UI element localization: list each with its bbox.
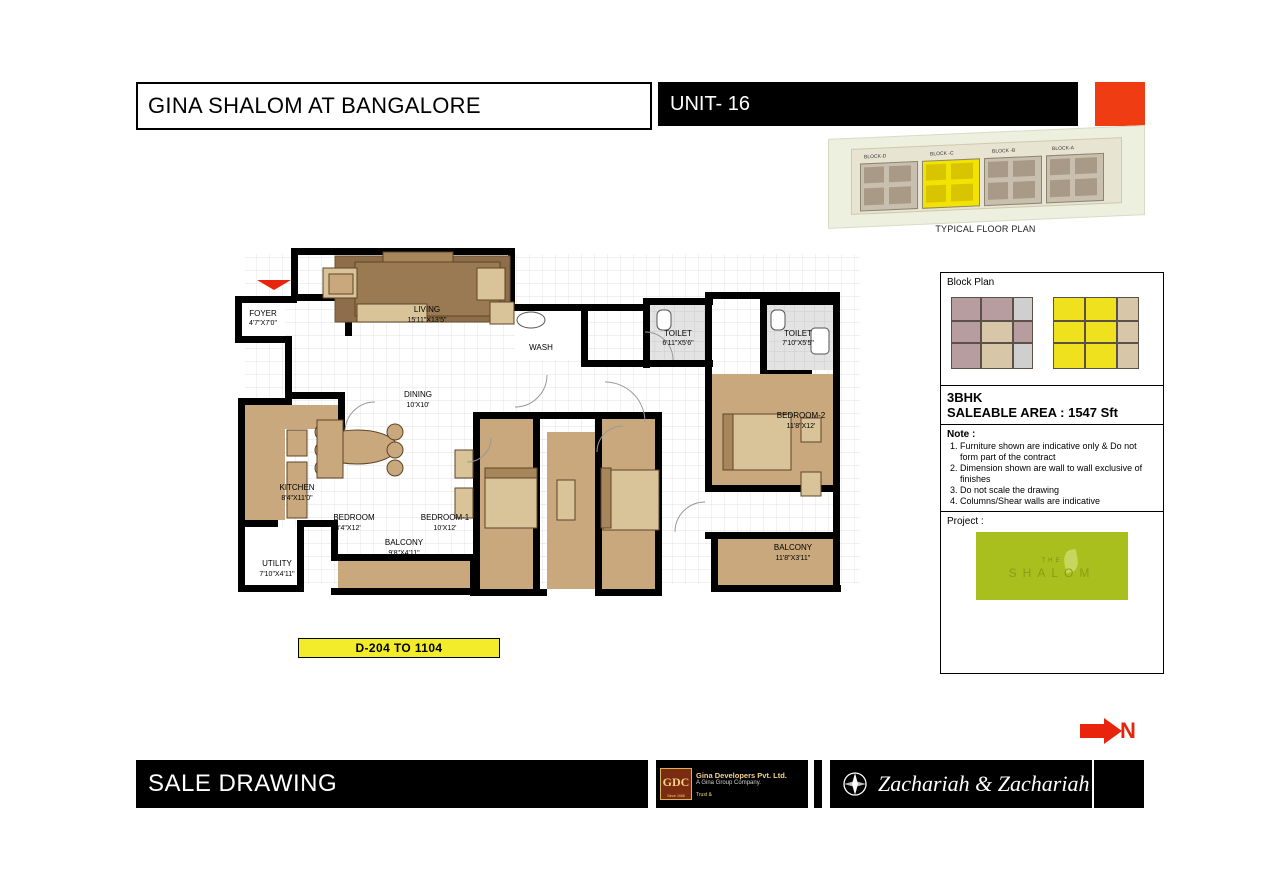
block-plan-section — [941, 273, 1163, 386]
architect-compass-icon — [838, 767, 872, 801]
room-dim-kitchen: 8'4"X11'0" — [281, 495, 313, 502]
typical-block-label-d: BLOCK-D — [864, 153, 887, 161]
block-plan-image — [947, 291, 1157, 379]
typical-block-b — [984, 156, 1042, 207]
developer-logo-text: GDC — [662, 775, 690, 789]
room-label-bedroom: BEDROOM — [333, 513, 375, 522]
note-item: 4. Columns/Shear walls are indicative — [960, 496, 1157, 507]
architect-block — [830, 760, 1092, 808]
unit-config: 3BHK — [947, 390, 983, 405]
room-label-living: LIVING — [413, 305, 441, 314]
room-dim-balcony-2: 11'8"X3'11" — [775, 555, 811, 562]
room-dim-toilet-2: 7'10"X5'5" — [782, 340, 814, 347]
block-plan-title: Block Plan — [947, 277, 995, 288]
developer-logo-subtext: Since 1968 — [667, 794, 685, 798]
room-label-wash: WASH — [529, 343, 553, 352]
floor-plan-drawing — [205, 232, 905, 652]
north-arrow — [1078, 716, 1146, 750]
typical-block-d — [860, 161, 918, 212]
footer-separator — [814, 760, 822, 808]
unit-number-box — [658, 82, 1078, 126]
room-label-kitchen: KITCHEN — [279, 483, 315, 492]
room-label-balcony-1: BALCONY — [384, 538, 424, 547]
room-dim-toilet-1: 6'11"X5'6" — [662, 340, 694, 347]
room-dim-utility: 7'10"X4'11" — [259, 571, 295, 578]
project-logo — [976, 532, 1128, 600]
unit-range-tag: D-204 TO 1104 — [298, 638, 500, 658]
typical-block-c-highlight — [922, 158, 980, 209]
room-dim-foyer: 4'7"X7'0" — [249, 320, 277, 327]
typical-block-label-b: BLOCK -B — [992, 147, 1016, 155]
project-section — [941, 512, 1163, 604]
room-label-balcony-2: BALCONY — [773, 543, 813, 552]
typical-block-label-c: BLOCK -C — [930, 150, 954, 158]
sheet-title: SALE DRAWING — [148, 770, 338, 797]
notes-title: Note : — [947, 429, 976, 440]
room-label-dining: DINING — [404, 390, 432, 399]
typical-block-a — [1046, 153, 1104, 204]
architect-name: Zachariah & Zachariah — [878, 771, 1090, 796]
sheet-title-bar — [136, 760, 648, 808]
developer-logo-icon — [660, 768, 692, 800]
room-dim-bedroom-2: 11'8"X12' — [786, 423, 816, 430]
area-section — [941, 386, 1163, 425]
room-label-foyer: FOYER — [249, 309, 277, 318]
typical-floor-plan-image — [828, 125, 1145, 229]
north-arrow-icon — [1078, 716, 1124, 750]
footer-accent-block — [1094, 760, 1144, 808]
room-dim-balcony-1: 9'8"X4'11" — [388, 550, 420, 557]
room-dim-bedroom: 8'4"X12' — [335, 525, 361, 532]
developer-tagline: A Gina Group Company. — [696, 779, 761, 786]
project-title: Project : — [947, 516, 984, 527]
info-panel — [940, 272, 1164, 674]
typical-floor-plan-caption: TYPICAL FLOOR PLAN — [935, 224, 1036, 234]
note-item: 1. Furniture shown are indicative only & Do not form part of the contract — [960, 441, 1157, 463]
unit-label: UNIT- 16 — [670, 92, 751, 115]
room-label-toilet-1: TOILET — [664, 329, 692, 338]
developer-block — [656, 760, 808, 808]
room-label-utility: UTILITY — [262, 559, 292, 568]
note-item: 2. Dimension shown are wall to wall exclusive of finishes — [960, 463, 1157, 485]
room-label-bedroom-2: BEDROOM-2 — [776, 411, 826, 420]
logo-main-text: SHALOM — [1008, 566, 1096, 580]
developer-name: Gina Developers Pvt. Ltd. — [696, 770, 787, 780]
typical-block-label-a: BLOCK-A — [1052, 145, 1074, 153]
room-dim-dining: 10'X10' — [406, 402, 430, 409]
note-item: 3. Do not scale the drawing — [960, 485, 1157, 496]
room-dim-living: 15'11"X13'5" — [407, 317, 447, 324]
saleable-area: SALEABLE AREA : 1547 Sft — [947, 405, 1118, 420]
room-label-toilet-2: TOILET — [784, 329, 812, 338]
project-title-box — [136, 82, 652, 130]
logo-sub-text: THE — [1041, 558, 1063, 564]
header-accent-swatch — [1095, 82, 1145, 126]
room-dim-bedroom-1: 10'X12' — [433, 525, 457, 532]
notes-section — [941, 425, 1163, 512]
typical-floor-plan-thumbnail — [828, 132, 1143, 234]
developer-extra: Trust & — [696, 791, 712, 798]
room-label-bedroom-1: BEDROOM-1 — [420, 513, 470, 522]
north-letter: N — [1120, 718, 1136, 743]
page-title: GINA SHALOM AT BANGALORE — [148, 93, 481, 118]
